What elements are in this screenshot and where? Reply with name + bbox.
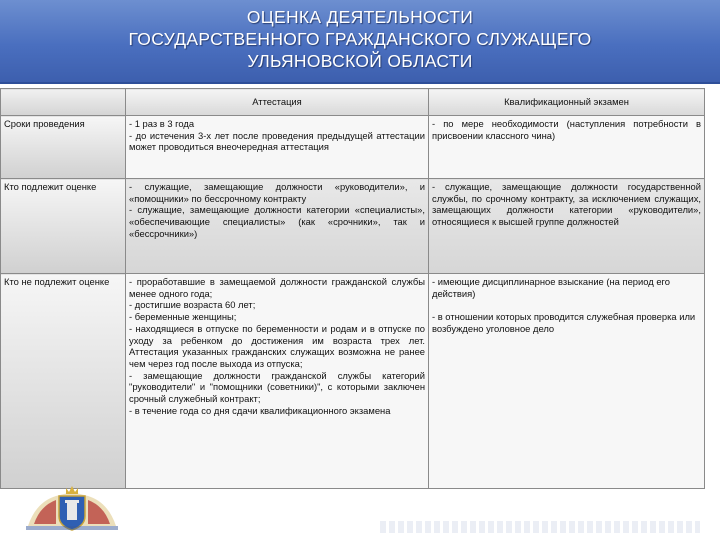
table-header-row (1, 89, 705, 116)
list-item: - достигшие возраста 60 лет; (129, 299, 256, 311)
row-label-subject: Кто подлежит оценке (1, 179, 126, 274)
list-item: - 1 раз в 3 года (129, 118, 195, 129)
list-item: - служащие, замещающие должности категории «специалисты», «обеспечивающие специалисты» (как «срочники», так и «бессрочники») (129, 204, 425, 239)
table-row-subject (1, 179, 705, 274)
column-header-exam: Квалификационный экзамен (429, 89, 705, 116)
table-row-exempt (1, 274, 705, 489)
row-label-exempt: Кто не подлежит оценке (1, 274, 126, 489)
list-item: - в отношении которых проводится служебная проверка или возбуждено уголовное дело (432, 311, 696, 334)
list-item: - замещающие должности гражданской службы категорий "руководители" и "помощники (советники)", с которыми заключен срочный служебный контракт; (129, 369, 425, 405)
cell-terms-exam (429, 116, 705, 179)
list-item: - проработавшие в замещаемой должности гражданской службы менее одного года; (129, 276, 425, 299)
table-row-terms (1, 116, 705, 179)
page-title (0, 6, 720, 72)
comparison-table (0, 88, 705, 489)
list-item: - до истечения 3-х лет после проведения предыдущей аттестации может проводиться внеочередная аттестация (129, 129, 425, 153)
spacer (432, 299, 701, 311)
title-line-2: ГОСУДАРСТВЕННОГО ГРАЖДАНСКОГО СЛУЖАЩЕГО (128, 29, 592, 49)
list-item: - находящиеся в отпуске по беременности и родам и в отпуске по уходу за ребенком до достижения им возраста трех лет. Аттестация указанных гражданских служащих возможна не ранее чем через год после выхода из отпуска; (129, 322, 425, 369)
footer-decoration (380, 521, 700, 533)
list-item: - служащие, замещающие должности «руководители», и «помощники» по бессрочному контракту (129, 181, 425, 204)
list-item: - беременные женщины; (129, 311, 237, 323)
title-line-1: ОЦЕНКА ДЕЯТЕЛЬНОСТИ (246, 7, 474, 27)
list-item: - служащие, замещающие должности государственной службы, по срочному контракту, за исключением служащих, замещающих должности категории «руководители», относящиеся к высшей группе должностей (432, 181, 701, 228)
cell-exempt-attestation (126, 274, 429, 489)
cell-subject-exam (429, 179, 705, 274)
cell-exempt-exam (429, 274, 705, 489)
row-label-terms: Сроки проведения (1, 116, 126, 179)
title-line-3: УЛЬЯНОВСКОЙ ОБЛАСТИ (247, 51, 473, 71)
list-item: - по мере необходимости (наступления потребности в присвоении классного чина) (432, 118, 701, 141)
list-item: - имеющие дисциплинарное взыскание (на период его действия) (432, 276, 670, 299)
cell-terms-attestation (126, 116, 429, 179)
header-corner-cell (1, 89, 126, 116)
ulyanovsk-coat-of-arms-icon (26, 482, 118, 532)
cell-subject-attestation (126, 179, 429, 274)
list-item: - в течение года со дня сдачи квалификационного экзамена (129, 404, 391, 416)
title-banner (0, 0, 720, 84)
column-header-attestation: Аттестация (126, 89, 429, 116)
